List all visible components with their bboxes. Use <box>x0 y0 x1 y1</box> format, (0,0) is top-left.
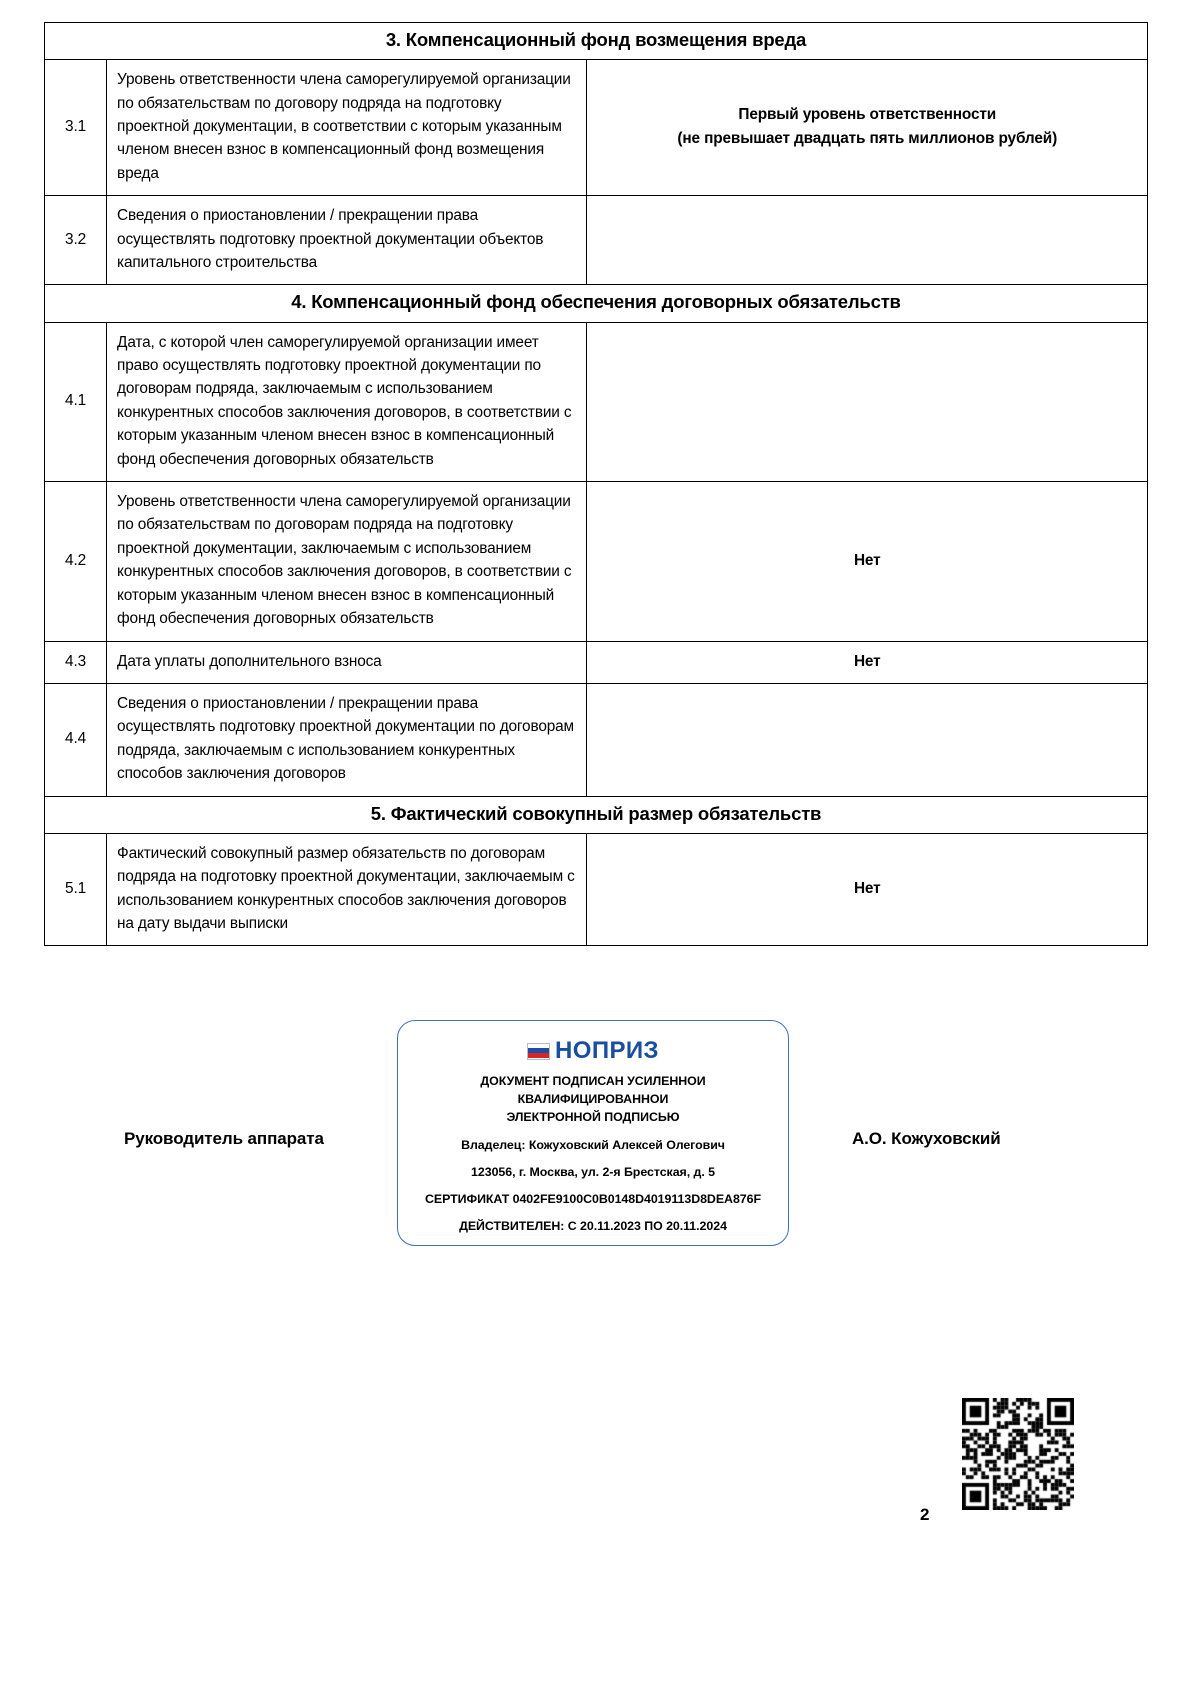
row-label: Дата, с которой член саморегулируемой организации имеет право осуществлять подготовку проектной документации по договорам подряда, заключаемым с использованием конкурентных способов заключения договоров, в соответствии с которым указанным членом внесен взнос в компенсационный фонд обеспечения договорных обязательств <box>107 322 587 481</box>
row-label: Сведения о приостановлении / прекращении права осуществлять подготовку проектной документации по договорам подряда, заключаемым с использованием конкурентных способов заключения договоров <box>107 683 587 796</box>
qr-code <box>962 1398 1074 1510</box>
row-value: Нет <box>587 482 1148 641</box>
table-body <box>45 23 1148 946</box>
section-heading-5: 5. Фактический совокупный размер обязательств <box>45 796 1148 833</box>
table-row <box>45 683 1148 796</box>
row-number: 4.2 <box>45 482 107 641</box>
table-row <box>45 60 1148 196</box>
russian-flag-icon <box>527 1043 550 1060</box>
row-number: 3.2 <box>45 196 107 285</box>
stamp-certificate: СЕРТИФИКАТ 0402FE9100C0B0148D4019113D8DEA876F <box>425 1191 761 1206</box>
row-value: Нет <box>587 833 1148 946</box>
page-number: 2 <box>920 1505 930 1524</box>
table-row <box>45 196 1148 285</box>
row-value <box>587 683 1148 796</box>
signer-position: Руководитель аппарата <box>124 1129 324 1148</box>
row-number: 4.1 <box>45 322 107 481</box>
row-value <box>587 322 1148 481</box>
stamp-address: 123056, г. Москва, ул. 2-я Брестская, д. 5 <box>471 1164 715 1179</box>
row-label: Уровень ответственности члена саморегулируемой организации по обязательствам по договорам подряда на подготовку проектной документации, заключаемым с использованием конкурентных способов заключения договоров, в соответствии с которым указанным членом внесен взнос в компенсационный фонд обеспечения договорных обязательств <box>107 482 587 641</box>
table-row <box>45 641 1148 683</box>
stamp-owner: Владелец: Кожуховский Алексей Олегович <box>461 1137 725 1152</box>
stamp-title-line-2: ЭЛЕКТРОННОЙ ПОДПИСЬЮ <box>506 1109 680 1124</box>
stamp-title-line-1: ДОКУМЕНТ ПОДПИСАН УСИЛЕННОИ КВАЛИФИЦИРОВАННОИ <box>480 1074 706 1106</box>
electronic-signature-stamp <box>397 1020 789 1246</box>
section-heading-row <box>45 796 1148 833</box>
row-label: Сведения о приостановлении / прекращении права осуществлять подготовку проектной документации объектов капитального строительства <box>107 196 587 285</box>
table-row <box>45 833 1148 946</box>
section-heading-row <box>45 285 1148 322</box>
stamp-brand-text: НОПРИЗ <box>555 1037 659 1064</box>
row-value: Нет <box>587 641 1148 683</box>
row-number: 3.1 <box>45 60 107 196</box>
row-label: Дата уплаты дополнительного взноса <box>107 641 587 683</box>
signature-area <box>0 1000 1192 1300</box>
row-value: Первый уровень ответственности (не превышает двадцать пять миллионов рублей) <box>587 60 1148 196</box>
table-row <box>45 322 1148 481</box>
section-heading-4: 4. Компенсационный фонд обеспечения договорных обязательств <box>45 285 1148 322</box>
table-row <box>45 482 1148 641</box>
section-heading-row <box>45 23 1148 60</box>
stamp-logo <box>398 1037 788 1065</box>
row-value <box>587 196 1148 285</box>
section-heading-3: 3. Компенсационный фонд возмещения вреда <box>45 23 1148 60</box>
row-number: 4.3 <box>45 641 107 683</box>
row-label: Фактический совокупный размер обязательств по договорам подряда на подготовку проектной документации, заключаемым с использованием конкурентных способов заключения договоров на дату выдачи выписки <box>107 833 587 946</box>
row-number: 5.1 <box>45 833 107 946</box>
row-label: Уровень ответственности члена саморегулируемой организации по обязательствам по договору подряда на подготовку проектной документации, в соответствии с которым указанным членом внесен взнос в компенсационный фонд возмещения вреда <box>107 60 587 196</box>
signer-name: А.О. Кожуховский <box>852 1129 1001 1148</box>
stamp-validity: ДЕЙСТВИТЕЛЕН: С 20.11.2023 ПО 20.11.2024 <box>459 1218 727 1233</box>
row-number: 4.4 <box>45 683 107 796</box>
registry-extract-table <box>44 22 1148 946</box>
